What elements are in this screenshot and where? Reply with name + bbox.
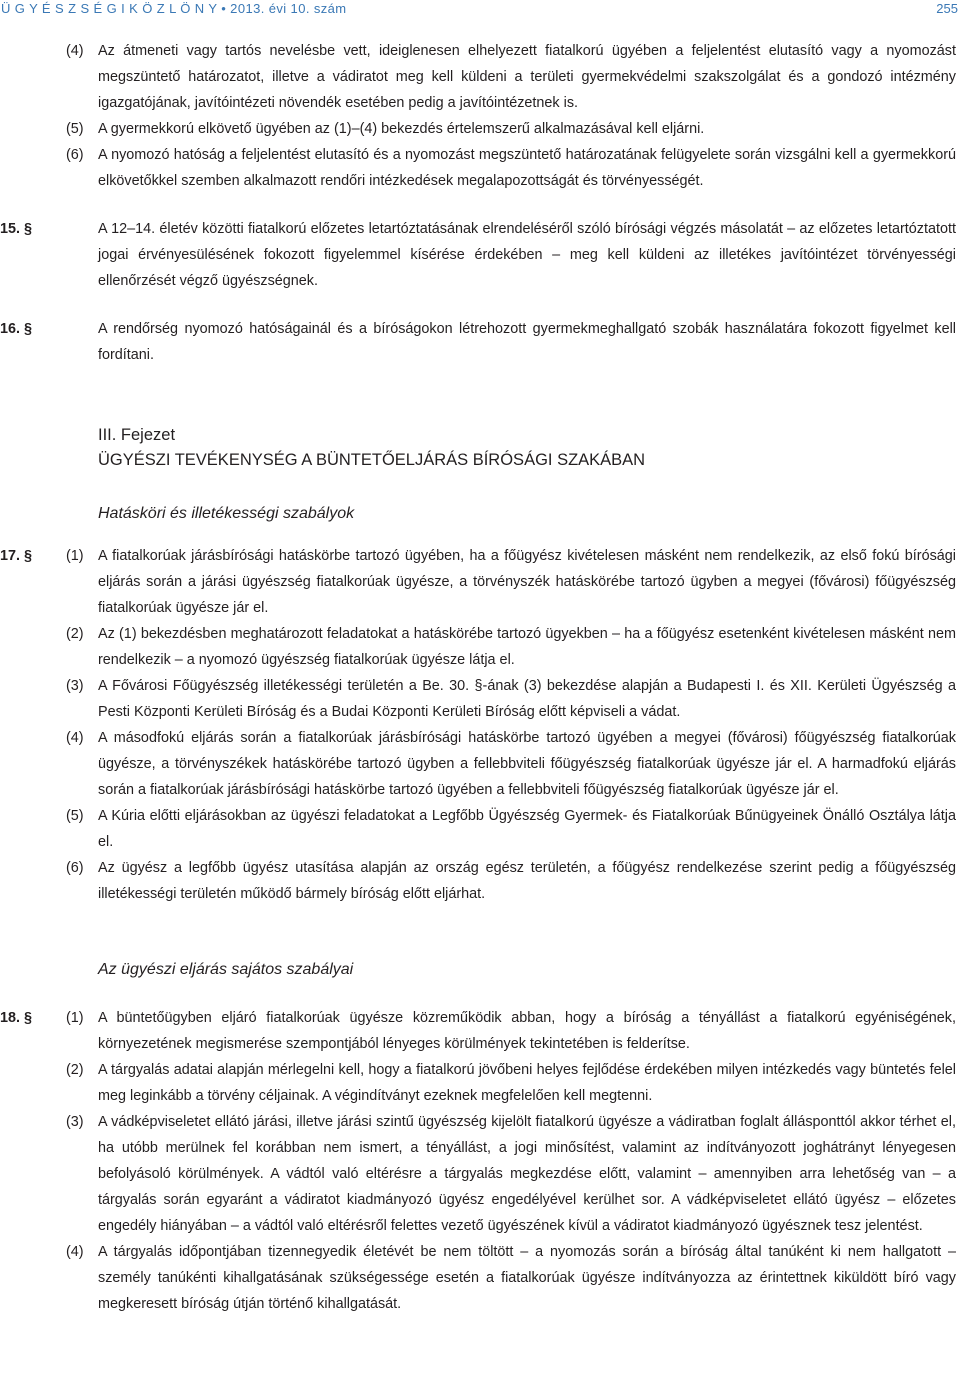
paragraph-number: (3) bbox=[66, 678, 84, 694]
subsection-title: Hatásköri és illetékességi szabályok bbox=[98, 505, 355, 522]
running-header bbox=[0, 0, 960, 16]
paragraph-17-6 bbox=[0, 855, 960, 907]
paragraph-text: A vádképviseletet ellátó járási, illetve járási szintű ügyészség kijelölt fiatalkorú ügyésze a vádiratban foglalt állásponttól akkor térhet el, ha utóbb merülnek fel korábban nem ismert, a tényállást, a jogi minősítést, valamint az indítványozott joghátrányt lényegesen befolyásoló körülmények. A vádtól való eltérésre a tárgyalás megkezdése előtt, valamint – amennyiben arra lehetőség van – a tárgyalás során egyaránt a vádiratot kiadmányozó ügyész engedélyével kerülhet sor. A vádképviseletet ellátó ügyész – előzetes engedély hiányában – a vádtól való eltérésről felettes vezető ügyészének kívül a vádiratot kiadmányozó ügyésznek tesz jelentést. bbox=[98, 1114, 956, 1234]
paragraph-number: (5) bbox=[66, 121, 84, 137]
paragraph-number: (5) bbox=[66, 808, 84, 824]
paragraph-text: Az (1) bekezdésben meghatározott feladatokat a hatáskörébe tartozó ügyekben – ha a főügyész esetenként kivételesen másként nem rendelkezik – a nyomozó ügyészség fiatalkorúak ügyésze látja el. bbox=[98, 626, 956, 668]
paragraph-17-3 bbox=[0, 673, 960, 725]
paragraph-number: (4) bbox=[66, 43, 84, 59]
paragraph-17-2 bbox=[0, 621, 960, 673]
paragraph-number: (4) bbox=[66, 1244, 84, 1260]
section-text: A 12–14. életév közötti fiatalkorú előzetes letartóztatásának elrendeléséről szóló bírósági végzés másolatát – az előzetes letartóztatott jogai érvényesülésének fokozott figyelemmel kísérése érdekében – meg kell küldeni az illetékes javítóintézet törvényességi ellenőrzését végző ügyészségnek. bbox=[98, 221, 956, 289]
paragraph-text: A Kúria előtti eljárásokban az ügyészi feladatokat a Legfőbb Ügyészség Gyermek- és Fiatalkorúak Bűnügyeinek Önálló Osztálya látja el. bbox=[98, 808, 956, 850]
paragraph-number: (6) bbox=[66, 147, 84, 163]
paragraph-number: (2) bbox=[66, 626, 84, 642]
paragraph-text: A Fővárosi Főügyészség illetékességi területén a Be. 30. §-ának (3) bekezdése alapján a Budapesti I. és XII. Kerületi Ügyészség a Pesti Központi Kerületi Bíróság és a Budai Központi Kerületi Bíróság előtt képviseli a vádat. bbox=[98, 678, 956, 720]
paragraph-number: (6) bbox=[66, 860, 84, 876]
section-text: A rendőrség nyomozó hatóságainál és a bíróságokon létrehozott gyermekmeghallgató szobák használatára fokozott figyelmet kell fordítani. bbox=[98, 321, 956, 363]
paragraph-14-5 bbox=[0, 116, 960, 142]
paragraph-text: A gyermekkorú elkövető ügyében az (1)–(4) bekezdés értelemszerű alkalmazásával kell eljárni. bbox=[98, 121, 705, 137]
paragraph-number: (1) bbox=[66, 1010, 84, 1026]
paragraph-17-1 bbox=[0, 543, 960, 621]
paragraph-text: A büntetőügyben eljáró fiatalkorúak ügyésze közreműködik abban, hogy a bíróság a tényállást a fiatalkorú egyéniségének, környezetének megismerése szempontjából lényeges körülmények tekintetében is felderítse. bbox=[98, 1010, 956, 1052]
paragraph-18-2 bbox=[0, 1057, 960, 1109]
paragraph-18-1 bbox=[0, 1005, 960, 1057]
paragraph-18-4 bbox=[0, 1239, 960, 1317]
paragraph-17-5 bbox=[0, 803, 960, 855]
section-15 bbox=[0, 216, 960, 294]
section-16 bbox=[0, 316, 960, 368]
section-number: 16. § bbox=[0, 321, 33, 337]
paragraph-number: (2) bbox=[66, 1062, 84, 1078]
paragraph-number: (1) bbox=[66, 548, 84, 564]
paragraph-text: A fiatalkorúak járásbírósági hatáskörbe tartozó ügyében, ha a főügyész kivételesen másként nem rendelkezik, az első fokú bírósági eljárás során a járási ügyészség fiatalkorúak ügyésze, a törvényszék hatáskörébe tartozó ügyben a megyei (fővárosi) főügyészség fiatalkorúak ügyésze jár el. bbox=[98, 548, 956, 616]
chapter-title: ÜGYÉSZI TEVÉKENYSÉG A BÜNTETŐELJÁRÁS BÍRÓSÁGI SZAKÁBAN bbox=[98, 451, 646, 469]
section-number: 15. § bbox=[0, 221, 33, 237]
paragraph-14-6 bbox=[0, 142, 960, 194]
paragraph-text: A nyomozó hatóság a feljelentést elutasító és a nyomozást megszüntető határozatának felügyelete során vizsgálni kell a gyermekkorú elkövetőkkel szemben alkalmazott rendőri intézkedések megalapozottságát és törvényességét. bbox=[98, 147, 956, 189]
section-17 bbox=[0, 543, 960, 907]
paragraph-text: A tárgyalás időpontjában tizennegyedik életévét be nem töltött – a nyomozás során a bíróság által tanúként ki nem hallgatott – személy tanúkénti kihallgatásának szükségessége esetén a fiatalkorúak ügyésze indítványozza az érintettnek kiküldött bíró vagy megkeresett bíróság útján történő kihallgatását. bbox=[98, 1244, 956, 1312]
paragraph-text: A másodfokú eljárás során a fiatalkorúak járásbírósági hatáskörbe tartozó ügyében a megyei (fővárosi) főügyészség fiatalkorúak ügyésze, a törvényszékek hatáskörébe tartozó ügyben a fellebbviteli főügyészség fiatalkorúak ügyésze jár el. A harmadfokú eljárás során a fiatalkorúak járásbírósági hatáskörbe tartozó ügyében a fellebbviteli főügyészség fiatalkorúak ügyésze jár el. bbox=[98, 730, 956, 798]
paragraph-text: A tárgyalás adatai alapján mérlegelni kell, hogy a fiatalkorú jövőbeni helyes fejlődése érdekében milyen intézkedés vagy büntetés felel meg leginkább a törvény céljainak. A végindítványt ezeknek megfelelően kell megtenni. bbox=[98, 1062, 956, 1104]
paragraph-17-4 bbox=[0, 725, 960, 803]
subsection-title: Az ügyészi eljárás sajátos szabályai bbox=[98, 961, 354, 978]
section-number: 17. § bbox=[0, 548, 33, 564]
paragraph-number: (3) bbox=[66, 1114, 84, 1130]
paragraph-text: Az ügyész a legfőbb ügyész utasítása alapján az ország egész területén, a főügyész rendelkezése szerint pedig a főügyészség illetékességi területén működő bármely bíróság előtt eljárhat. bbox=[98, 860, 956, 902]
chapter-number: III. Fejezet bbox=[98, 426, 176, 444]
section-18 bbox=[0, 1005, 960, 1317]
document-body bbox=[0, 38, 960, 1317]
section-number: 18. § bbox=[0, 1010, 33, 1026]
paragraph-text: Az átmeneti vagy tartós nevelésbe vett, ideiglenesen elhelyezett fiatalkorú ügyében a feljelentést elutasító vagy a nyomozást megszüntető határozatot, illetve a vádiratot meg kell küldeni a területi gyermekvédelmi szakszolgálat és a gondozó intézmény igazgatójának, javítóintézeti növendék esetében pedig a javítóintézetnek is. bbox=[98, 43, 956, 111]
paragraph-14-4 bbox=[0, 38, 960, 116]
paragraph-number: (4) bbox=[66, 730, 84, 746]
page-number: 255 bbox=[936, 1, 958, 16]
journal-title: Ü G Y É S Z S É G I K Ö Z L Ö N Y • 2013. évi 10. szám bbox=[1, 1, 347, 16]
paragraph-18-3 bbox=[0, 1109, 960, 1239]
